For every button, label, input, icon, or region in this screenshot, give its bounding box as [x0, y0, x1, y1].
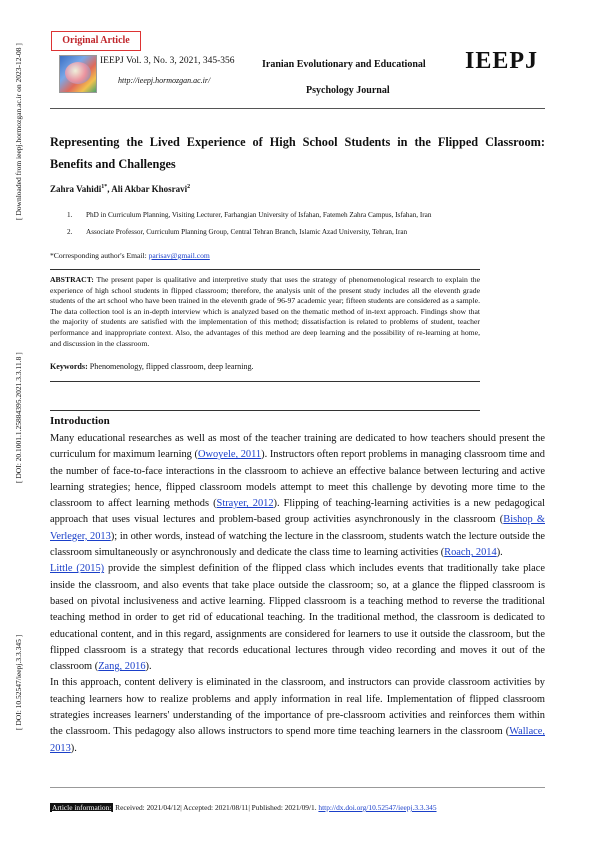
- author-sup: 2: [187, 184, 191, 190]
- intro-rule: [50, 410, 480, 411]
- citation-link[interactable]: Owoyele, 2011: [197, 449, 262, 461]
- citation-link[interactable]: Wallace, 2013: [50, 726, 545, 754]
- paragraph-text: ); in other words, instead of watching the lecture in the classroom, students watch the lecture outside the classroom simultaneously or asynchronously and dedicate the class time to learning activities (: [50, 530, 546, 559]
- paragraph-text: ). Flipping of teaching-learning activities is a new pedagogical approach that uses visual lectures and problem-based group activities asynchronously in the classroom (: [50, 498, 545, 526]
- header-divider: [50, 108, 545, 109]
- article-information-footer: [50, 803, 437, 812]
- paragraph-text: In this approach, content delivery is eliminated in the classroom, and instructors can provide classroom activities by teaching learners how to realize problems and apply information in real life. Implementation of flipped classroom strategies increases learners' understanding of the importance of pre-classroom activities and reinforces them within the classroom. This pedagogy also allows instructors to spend more time teaching learners in the classroom (: [50, 677, 545, 738]
- introduction-body: [50, 431, 545, 757]
- abstract-label: ABSTRACT:: [50, 275, 94, 284]
- journal-logo: IEEPJ: [465, 48, 539, 74]
- paragraph-text: ).: [496, 547, 503, 559]
- affiliation-item: [67, 228, 407, 236]
- footer-label: Article information:: [52, 803, 112, 812]
- keywords-rule: [50, 381, 480, 382]
- paragraph-text: ). Instructors often report problems in managing classroom time and the number of face-to-face interactions in the classroom to achieve an effective balance between lecturing and active learning strategies; hence, flipped classroom models attempt to meet this challenge by devoting more time to the classroom to affect learning methods (: [50, 449, 545, 510]
- affiliation-number: 2.: [67, 228, 73, 236]
- keywords-label: Keywords:: [50, 362, 88, 371]
- affiliation-number: 1.: [67, 211, 73, 219]
- paragraph: [50, 561, 545, 675]
- email-label: *Corresponding author's Email:: [50, 251, 147, 260]
- journal-title-line1: Iranian Evolutionary and Educational: [262, 59, 426, 70]
- paragraph-text: ).: [145, 661, 152, 673]
- footer-dates: Received: 2021/04/12| Accepted: 2021/08/11| Published: 2021/09/1.: [113, 803, 319, 812]
- article-type-badge: Original Article: [51, 31, 141, 51]
- author-sup: 1*: [101, 184, 108, 190]
- sidebar-downloaded: [ Downloaded from ieepj.hormozgan.ac.ir on 2023-12-08 ]: [14, 43, 23, 220]
- footer-doi-link[interactable]: http://dx.doi.org/10.52547/ieepj.3.3.345: [318, 803, 437, 812]
- author-separator: ,: [107, 184, 112, 194]
- journal-cover-thumbnail: [59, 55, 97, 93]
- journal-title-line2: Psychology Journal: [306, 85, 390, 96]
- citation-link[interactable]: Strayer, 2012: [216, 498, 274, 510]
- author-name: Zahra Vahidi: [50, 184, 102, 194]
- abstract-text: The present paper is qualitative and interpretive study that uses the strategy of phenomenological research to explain the experience of high school students in flipped classroom; therefore, the analysis unit of the present study includes all the eleventh grade students of the art school who have been trained in the eleventh grade of 96-97 academic year; fifteen students are considered as a sample. The data collection tool is an in-depth interview which is analyzed based on the thematic method of in-text approach. Findings show that the majority of students are satisfied with the implementation of this method; dissatisfaction is related to problems of student, teacher performance and inappropriate context. Also, the advantages of this method are deep learning and the possibility of re-learning at home, and discussion in the classroom.: [50, 275, 480, 348]
- journal-url-link[interactable]: http://ieepj.hormozgan.ac.ir/: [118, 76, 211, 85]
- article-title: Representing the Lived Experience of High School Students in the Flipped Classroom: Benefits and Challenges: [50, 135, 545, 171]
- paragraph-text: ).: [70, 742, 77, 754]
- corresponding-email: [50, 251, 210, 260]
- sidebar-doi-1: [ DOI: 20.1001.1.25884395.2021.3.3.11.8 ]: [14, 352, 23, 483]
- paragraph-text: provide the simplest definition of the flipped class which includes events that traditionally take place inside the classroom, and also events that take place outside the classroom; so, at a glance the flipped classroom is based on pivotal inclusiveness and active learning. Flipped classroom is a teaching method to reverse the traditional teaching method in order to get rid of educational teaching. In the traditional method, the classroom is dedicated to educational content, and in this regard, assignments are considered for learners to use it outside the classroom, but the flipped classroom is a strategy that records educational lectures through video recording and moves it out of the classroom (: [50, 563, 545, 673]
- affiliation-text: Associate Professor, Curriculum Planning Group, Central Tehran Branch, Islamic Azad University, Tehran, Iran: [86, 228, 408, 236]
- keywords-text: Phenomenology, flipped classroom, deep learning.: [89, 362, 254, 371]
- abstract: [50, 275, 480, 349]
- keywords: [50, 362, 254, 371]
- citation-link[interactable]: Little (2015): [50, 563, 105, 575]
- section-heading-introduction: Introduction: [50, 415, 110, 427]
- citation-link[interactable]: Zang, 2016: [98, 661, 146, 673]
- citation-link[interactable]: Bishop & Verleger, 2013: [50, 514, 545, 542]
- author-name: Ali Akbar Khosravi: [111, 184, 188, 194]
- affiliation-item: [67, 211, 431, 219]
- volume-info: IEEPJ Vol. 3, No. 3, 2021, 345-356: [100, 56, 235, 66]
- paragraph-text: Many educational researches as well as most of the teacher training are dedicated to how teachers should present the curriculum for maximum learning (: [50, 433, 545, 461]
- abstract-top-rule: [50, 269, 480, 270]
- footer-rule: [50, 787, 545, 788]
- email-link[interactable]: parisav@gmail.com: [148, 251, 210, 260]
- paragraph: [50, 675, 545, 756]
- citation-link[interactable]: Roach, 2014: [444, 547, 497, 559]
- paragraph: [50, 431, 545, 561]
- author-list: [50, 184, 190, 194]
- sidebar-doi-2: [ DOI: 10.52547/ieepj.3.3.345 ]: [14, 634, 23, 730]
- download-sidebar: [14, 43, 28, 780]
- affiliation-text: PhD in Curriculum Planning, Visiting Lecturer, Farhangian University of Isfahan, Fatemeh Zahra Campus, Isfahan, Iran: [86, 211, 432, 219]
